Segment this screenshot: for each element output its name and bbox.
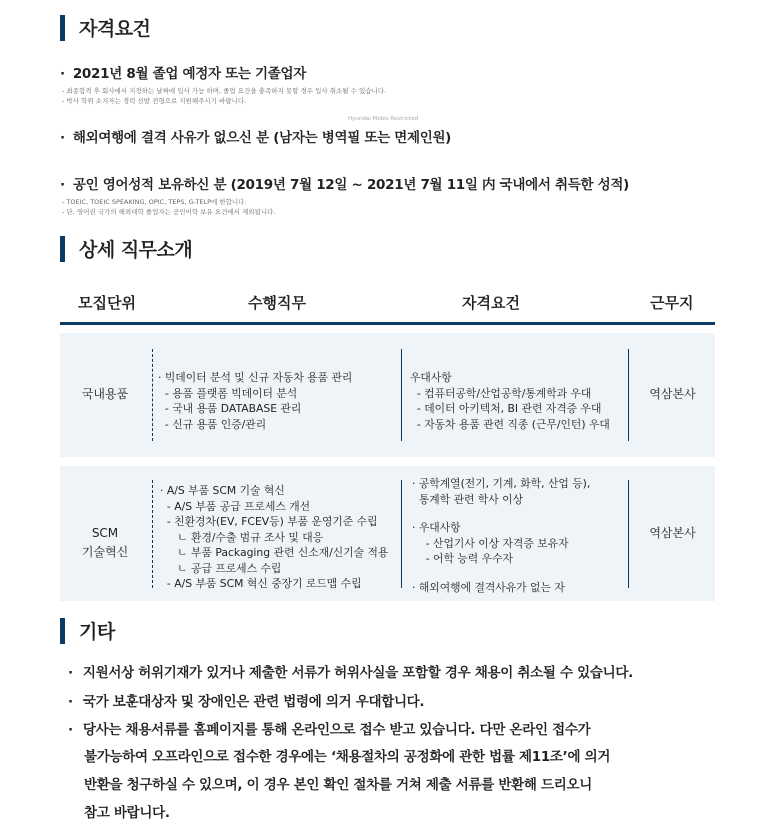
column-divider [401,349,402,441]
etc-item: · 지원서상 허위기재가 있거나 제출한 서류가 허위사실을 포함할 경우 채용이 취소될 수 있습니다. [68,665,633,681]
qualification-item: · 해외여행에 결격 사유가 없으신 분 (남자는 병역필 또는 면제인원) [60,130,452,146]
etc-item: · 당사는 채용서류를 홈페이지를 통해 온라인으로 접수 받고 있습니다. 다만 온라인 접수가 [68,722,591,738]
column-divider [152,480,153,588]
section-header-etc [60,617,115,644]
qualification-item: · 공인 영어성적 보유하신 분 (2019년 7월 12일 ~ 2021년 7월 11일 内 국내에서 취득한 성적) - TOEIC, TOEIC SPEAKING, OPIC, TEPS, G-TELP에 한합니다. - 단, 영어권 국가의 해외대학 졸업자는 공인어학 보유 요건에서 제외됩니다. [60,177,629,216]
section-marker [60,236,65,262]
table-header [60,282,715,322]
column-divider [628,349,629,441]
qualification-note: - 박사 학위 소지자는 경력 선발 전형으로 지원해주시기 바랍니다. [62,97,247,105]
table-row [60,333,715,457]
cell-duties: · 빅데이터 분석 및 신규 자동차 용품 관리 - 용품 플랫폼 빅데이터 분석 - 국내 용품 DATABASE 관리 - 신규 용품 인증/관리 [158,371,353,431]
qualification-item: · 2021년 8월 졸업 예정자 또는 기졸업자 - 최종합격 후 회사에서 지정하는 날짜에 입사 가능 하며, 졸업 요건을 충족하지 못할 경우 입사 취소될 수 있습니다. - 박사 학위 소지자는 경력 선발 전형으로 지원해주시기 바랍니다. [60,66,387,105]
etc-item-continuation: 참고 바랍니다. [84,805,170,821]
section-title: 기타 [79,621,115,643]
cell-duties: · A/S 부품 SCM 기술 혁신 - A/S 부품 공급 프로세스 개선 - 친환경차(EV, FCEV등) 부품 운영기준 수립 ㄴ 환경/수출 범규 조사 및 대응 ㄴ 부품 Packaging 관련 신소재/신기술 적용 ㄴ 공급 프로세스 수립 - A/S 부품 SCM 혁신 중장기 로드맵 수립 [160,484,389,590]
qualification-text: 공인 영어성적 보유하신 분 (2019년 7월 12일 ~ 2021년 7월 11일 内 국내에서 취득한 성적) [72,177,629,193]
qualification-note: - 단, 영어권 국가의 해외대학 졸업자는 공인어학 보유 요건에서 제외됩니다. [62,208,276,216]
cell-unit: SCM 기술혁신 [81,526,129,559]
column-divider [628,480,629,588]
etc-item-continuation: 반환을 청구하실 수 있으며, 이 경우 본인 확인 절차를 거쳐 제출 서류를 반환해 드리오니 [84,777,592,793]
qualification-note: - TOEIC, TOEIC SPEAKING, OPIC, TEPS, G-TELP에 한합니다. [62,198,247,206]
table-header-divider [60,322,715,325]
qualification-text: 해외여행에 결격 사유가 없으신 분 (남자는 병역필 또는 면제인원) [72,130,452,146]
section-header-qualifications [60,14,150,41]
column-divider [152,349,153,441]
section-title: 상세 직무소개 [79,239,193,261]
section-title: 자격요건 [79,18,151,40]
watermark: Hyundai Mobis Restricted [348,116,419,122]
column-header-unit: 모집단위 [78,294,136,312]
cell-location: 역삼본사 [649,526,696,540]
qualification-text: 2021년 8월 졸업 예정자 또는 기졸업자 [72,66,306,82]
etc-item-continuation: 불가능하여 오프라인으로 접수한 경우에는 ‘채용절차의 공정화에 관한 법률 제11조’에 의거 [84,749,611,765]
section-header-job-details [60,235,192,262]
column-header-requirements: 자격요건 [462,294,520,312]
column-divider [401,480,402,588]
section-marker [60,618,65,644]
cell-location: 역삼본사 [649,387,696,401]
column-header-location: 근무지 [650,294,694,312]
table-row [60,466,715,601]
cell-requirements: · 공학계열(전기, 기계, 화학, 산업 등), 통계학 관련 학사 이상 · 우대사항 - 산업기사 이상 자격증 보유자 - 어학 능력 우수자 · 해외여행에 결격사유가 없는 자 [412,477,591,594]
column-header-duties: 수행직무 [248,294,306,312]
section-marker [60,15,65,41]
cell-unit: 국내용품 [81,387,129,401]
cell-requirements: 우대사항 - 컴퓨터공학/산업공학/통계학과 우대 - 데이터 아키텍처, BI 관련 자격증 우대 - 자동차 용품 관련 직종 (근무/인턴) 우대 [410,371,610,431]
qualification-note: - 최종합격 후 회사에서 지정하는 날짜에 입사 가능 하며, 졸업 요건을 충족하지 못할 경우 입사 취소될 수 있습니다. [62,87,387,95]
etc-item: · 국가 보훈대상자 및 장애인은 관련 법령에 의거 우대합니다. [68,694,425,710]
